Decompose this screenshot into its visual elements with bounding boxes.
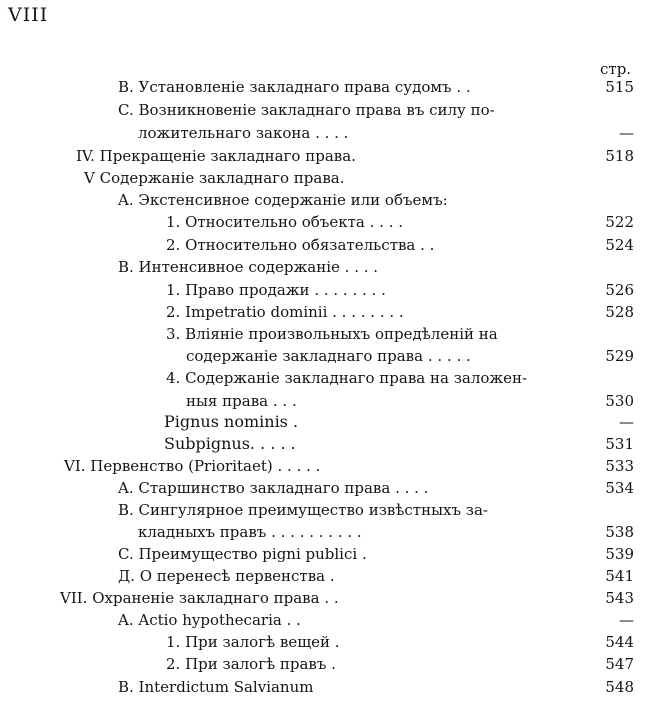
toc-entry-text: B. Interdictum Salvianum [118, 678, 314, 696]
toc-entry-page [594, 499, 634, 521]
toc-entry-page: — [619, 611, 634, 629]
toc-entry-page: 533 [605, 457, 634, 475]
toc-entry-page: 548 [605, 678, 634, 696]
toc-entry-page: 538 [605, 523, 634, 541]
toc-entry-page [594, 256, 634, 278]
toc-entry-text: Subpignus. . . . . [164, 434, 296, 453]
toc-entry-text: B. Установленіе закладнаго права судомъ . . [118, 78, 471, 96]
toc-entry-page: 541 [605, 567, 634, 585]
toc-entry-text: Д. О перенесѣ первенства . [118, 567, 335, 585]
toc-entry-text: кладныхъ правъ . . . . . . . . . . [138, 523, 362, 541]
toc-entry-page: 531 [605, 435, 634, 453]
toc-entry-page: 529 [605, 347, 634, 365]
toc-entry-page: 544 [605, 633, 634, 651]
toc-entry-page: — [619, 413, 634, 431]
toc-entry-page: 518 [605, 147, 634, 165]
toc-entry-page: 528 [605, 303, 634, 321]
toc-entry-text: 2. Impetratio dominii . . . . . . . . [166, 303, 404, 321]
toc-entry-page [594, 367, 634, 389]
toc-entry-page: 522 [605, 213, 634, 231]
toc-entry-text: ныя права . . . [186, 392, 297, 410]
toc-entry-text: 2. При залогѣ правъ . [166, 655, 336, 673]
page-column-label: стр. [600, 60, 632, 78]
toc-entry-text: 1. При залогѣ вещей . [166, 633, 340, 651]
toc-entry-text: 1. Право продажи . . . . . . . . [166, 281, 386, 299]
toc-entry-page: 547 [605, 655, 634, 673]
toc-entry-text: B. Интенсивное содержаніе . . . . [118, 258, 379, 276]
toc-entry-page: 524 [605, 236, 634, 254]
toc-entry-text: IV. Прекращеніе закладнаго права. [76, 147, 356, 165]
toc-entry-page: 530 [605, 392, 634, 410]
toc-entry-page: 515 [605, 78, 634, 96]
toc-entry-text: 3. Вліяніе произвольныхъ опредѣленій на [166, 325, 498, 343]
toc-entry-page [594, 167, 634, 189]
toc-entry-text: 4. Содержаніе закладнаго права на заложен- [166, 369, 528, 387]
toc-entry-text: B. Сингулярное преимущество извѣстныхъ за- [118, 501, 488, 519]
toc-entry-page [594, 189, 634, 211]
toc-entry-text: содержаніе закладнаго права . . . . . [186, 347, 471, 365]
page-number: VIII [8, 4, 49, 26]
toc-entry-text: C. Преимущество pigni publici . [118, 545, 367, 563]
toc-entry-page: 539 [605, 545, 634, 563]
toc-entry-text: 1. Относительно объекта . . . . [166, 213, 404, 231]
toc-entry-text: A. Actio hypothecaria . . [118, 611, 301, 629]
toc-entry-page: 543 [605, 589, 634, 607]
toc-entry-text: A. Экстенсивное содержаніе или объемъ: [118, 191, 448, 209]
toc-entry-page: 526 [605, 281, 634, 299]
toc-entry-text: VII. Охраненіе закладнаго права . . [60, 589, 339, 607]
toc-entry-text: 2. Относительно обязательства . . [166, 236, 435, 254]
toc-entry-page [594, 99, 634, 121]
toc-entry-text: C. Возникновеніе закладнаго права въ силу по- [118, 101, 495, 119]
toc-entry-page: 534 [605, 479, 634, 497]
toc-entry-text: A. Старшинство закладнаго права . . . . [118, 479, 429, 497]
toc-entry-page: — [619, 124, 634, 142]
toc-entry-text: V Содержаніе закладнаго права. [84, 169, 345, 187]
toc-entry-text: ложительнаго закона . . . . [138, 124, 349, 142]
toc-entry-text: Pignus nominis . [164, 412, 299, 431]
toc-entry-text: VI. Первенство (Prioritaet) . . . . . [64, 457, 321, 475]
toc-entry-page [594, 323, 634, 345]
